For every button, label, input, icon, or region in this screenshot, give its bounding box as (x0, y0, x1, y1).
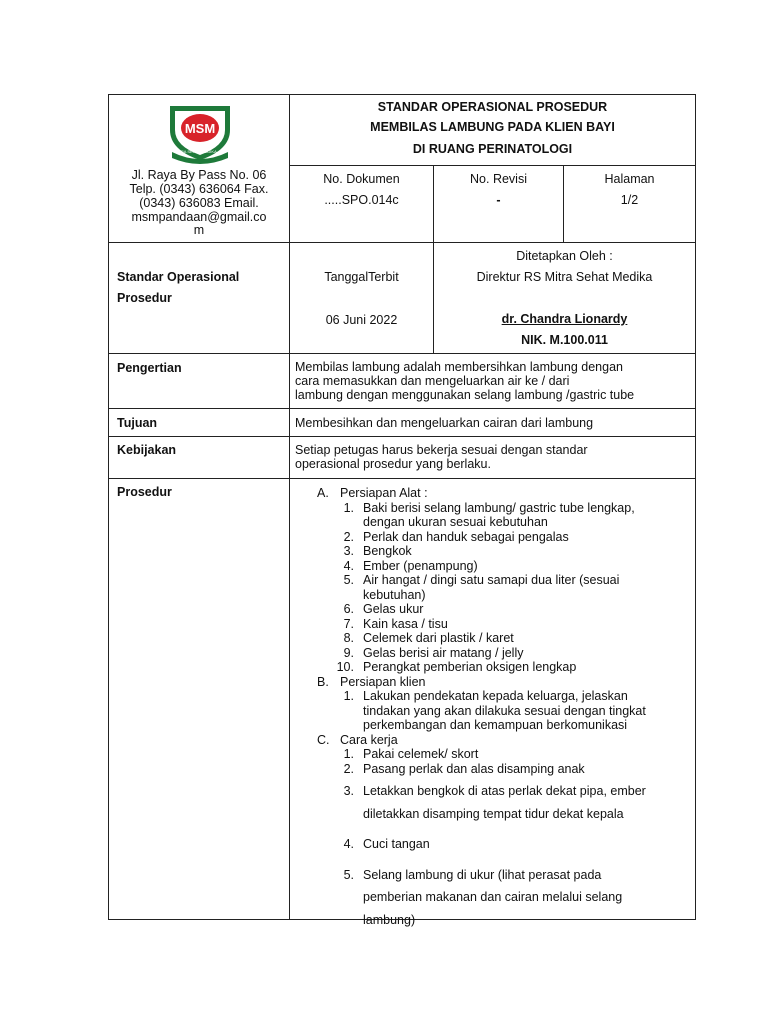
direktur-title: Direktur RS Mitra Sehat Medika (476, 270, 653, 284)
section-title: Persiapan Alat : (340, 486, 428, 500)
list-item-number: 4. (343, 558, 354, 573)
list-item-text: Letakkan bengkok di atas perlak dekat pipa, ember (363, 784, 646, 798)
list-item-text: Celemek dari plastik / karet (363, 631, 514, 645)
pengertian-line-2: cara memasukkan dan mengeluarkan air ke / dari (295, 374, 570, 388)
section-marker: B. (317, 674, 329, 689)
list-item-text: Perlak dan handuk sebagai pengalas (363, 529, 569, 544)
tujuan-label: Tujuan (117, 416, 158, 430)
list-item-text: dengan ukuran sesuai kebutuhan (363, 515, 548, 529)
address-line-4: msmpandaan@gmail.co (131, 210, 267, 224)
list-item-number: 2. (343, 529, 354, 544)
list-item-number: 10. (336, 660, 354, 674)
list-item-number: 5. (343, 867, 354, 882)
list-item-number: 3. (343, 784, 354, 798)
address-line-2: Telp. (0343) 636064 Fax. (129, 182, 269, 196)
list-item-text: Ember (penampung) (363, 558, 478, 573)
doc-title-line-1: STANDAR OPERASIONAL PROSEDUR (377, 100, 608, 114)
list-item-text: Pakai celemek/ skort (363, 747, 479, 761)
list-item-text: pemberian makanan dan cairan melalui selang (363, 890, 623, 904)
list-item-text: kebutuhan) (363, 587, 426, 602)
list-item-number: 3. (343, 544, 354, 558)
prosedur-label-cell (108, 478, 290, 920)
hospital-logo (164, 100, 236, 164)
logo-motto: MITRA SEHAT MEDIKA (174, 149, 217, 154)
list-item-number: 4. (343, 837, 354, 851)
list-item-text: Air hangat / dingi satu samapi dua liter (sesuai (363, 573, 620, 587)
section-marker: A. (317, 486, 329, 500)
pengertian-line-3: lambung dengan menggunakan selang lambung /gastric tube (295, 388, 635, 402)
section-marker: C. (317, 732, 330, 747)
list-item-text: lambung) (363, 912, 416, 927)
list-item-text: Baki berisi selang lambung/ gastric tube lengkap, (363, 500, 635, 515)
list-item-text: Gelas ukur (363, 602, 424, 616)
list-item-text: tindakan yang akan dilakuka sesuai dengan tingkat (363, 703, 646, 718)
prosedur-label: Prosedur (117, 485, 172, 499)
no-dokumen-label: No. Dokumen (323, 172, 400, 186)
list-item-text: Cuci tangan (363, 837, 430, 851)
list-item-text: Pasang perlak dan alas disamping anak (363, 761, 585, 776)
director-nik: NIK. M.100.011 (521, 333, 608, 347)
list-item-text: Perangkat pemberian oksigen lengkap (363, 660, 577, 674)
kebijakan-line-2: operasional prosedur yang berlaku. (295, 457, 491, 471)
list-item-number: 9. (343, 645, 354, 660)
no-dokumen-value: .....SPO.014c (324, 193, 399, 207)
list-item-number: 1. (343, 689, 354, 703)
tanggal-cell (289, 242, 434, 354)
list-item-number: 2. (343, 761, 354, 776)
list-item-number: 1. (343, 500, 354, 515)
address-line-1: Jl. Raya By Pass No. 06 (131, 168, 267, 182)
halaman-value: 1/2 (620, 193, 639, 207)
halaman-label: Halaman (604, 172, 655, 186)
no-revisi-value: - (496, 193, 501, 207)
pengertian-line-1: Membilas lambung adalah membersihkan lambung dengan (295, 360, 623, 374)
sop-label-line-2: Prosedur (117, 291, 172, 305)
doc-title-line-2: MEMBILAS LAMBUNG PADA KLIEN BAYI (370, 120, 615, 134)
list-item-text: Gelas berisi air matang / jelly (363, 645, 524, 660)
list-item-number: 7. (343, 616, 354, 631)
kebijakan-label: Kebijakan (117, 443, 177, 457)
section-title: Cara kerja (340, 732, 398, 747)
address-line-3: (0343) 636083 Email. (139, 196, 259, 210)
pengertian-label: Pengertian (117, 361, 182, 375)
no-revisi-label: No. Revisi (470, 172, 527, 186)
doc-title-line-3: DI RUANG PERINATOLOGI (412, 142, 573, 156)
list-item-number: 1. (343, 747, 354, 761)
sop-document (108, 94, 696, 927)
address-line-5: m (193, 223, 205, 237)
tanggal-value: 06 Juni 2022 (325, 313, 398, 327)
list-item-text: perkembangan dan kemampuan berkomunikasi (363, 718, 628, 732)
list-item-number: 5. (343, 573, 354, 587)
list-item-text: diletakkan disamping tempat tidur dekat kepala (363, 806, 624, 821)
list-item-number: 8. (343, 631, 354, 645)
kebijakan-line-1: Setiap petugas harus bekerja sesuai dengan standar (295, 443, 588, 457)
list-item-text: Kain kasa / tisu (363, 616, 448, 631)
tanggal-label: TanggalTerbit (324, 270, 399, 284)
section-title: Persiapan klien (340, 674, 426, 689)
ditetapkan-label: Ditetapkan Oleh : (516, 249, 613, 263)
sop-label-line-1: Standar Operasional (117, 270, 240, 284)
list-item-text: Selang lambung di ukur (lihat perasat pada (363, 867, 602, 882)
tujuan-text: Membesihkan dan mengeluarkan cairan dari lambung (295, 416, 594, 430)
logo-text: MSM (184, 121, 216, 136)
list-item-number: 6. (343, 602, 354, 616)
list-item-text: Lakukan pendekatan kepada keluarga, jelaskan (363, 689, 628, 703)
director-name: dr. Chandra Lionardy (501, 312, 628, 326)
list-item-text: Bengkok (363, 544, 412, 558)
